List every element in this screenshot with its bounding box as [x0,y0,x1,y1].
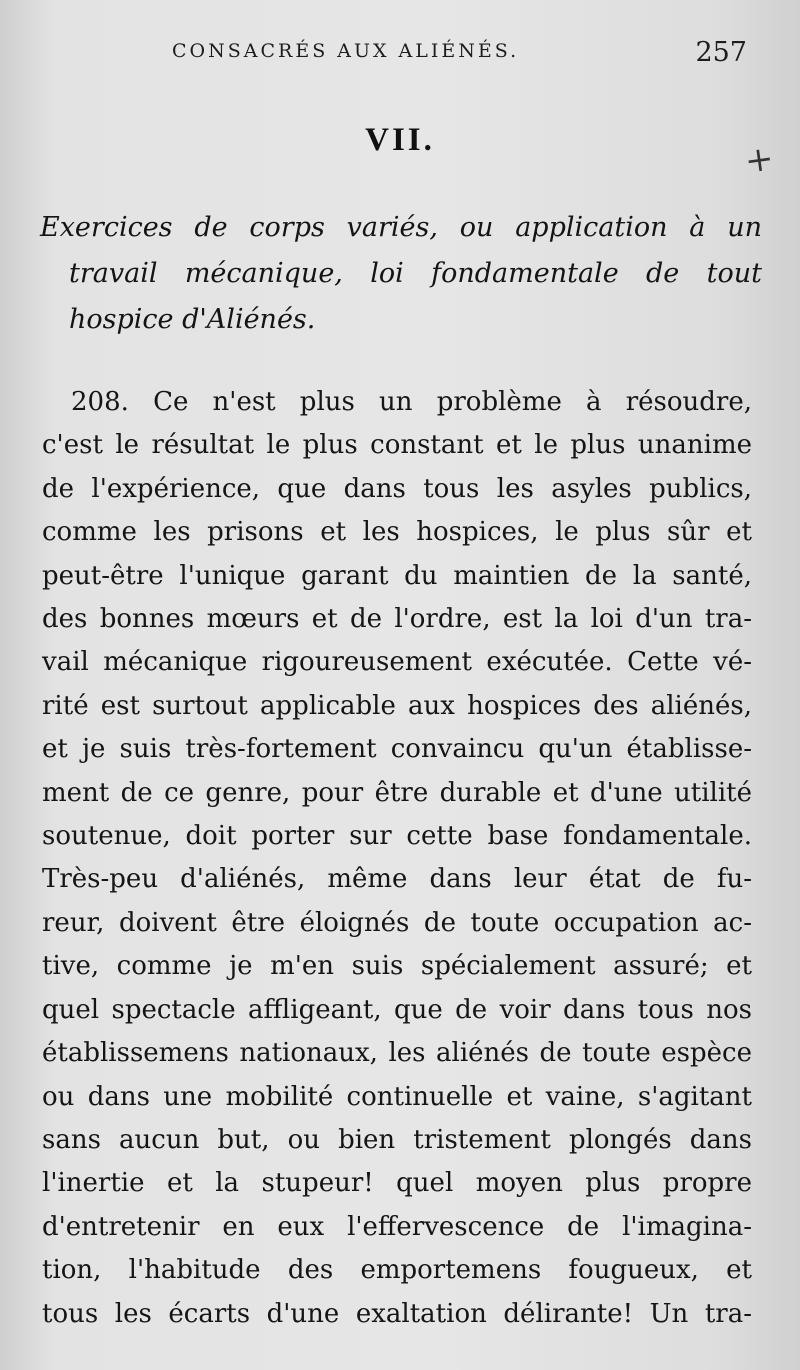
text-line: des bonnes mœurs et de l'ordre, est la loi d'un tra- [42,604,752,635]
section-number: VII. [365,122,435,158]
text-line: tous les écarts d'une exaltation délirante! Un tra- [42,1298,752,1329]
text-line: l'inertie et la stupeur! quel moyen plus propre [42,1168,752,1199]
body-paragraph [42,381,752,1336]
text-line: 208. Ce n'est plus un problème à résoudre, [71,387,752,417]
running-head: CONSACRÉS AUX ALIÉNÉS. [172,40,520,62]
text-line: de l'expérience, que dans tous les asyles publics, [42,473,752,504]
text-line: vail mécanique rigoureusement exécutée. Cette vé- [42,647,752,678]
text-line: et je suis très-fortement convaincu qu'un établisse- [42,734,752,765]
text-line: Très-peu d'aliénés, même dans leur état de fu- [42,864,752,895]
text-line: ou dans une mobilité continuelle et vaine, s'agitant [42,1081,752,1112]
text-line: soutenue, doit porter sur cette base fondamentale. [42,821,752,852]
text-line: reur, doivent être éloignés de toute occupation ac- [42,907,752,938]
handwritten-margin-mark: + [742,138,777,182]
heading-line: hospice d'Aliénés. [69,304,316,335]
text-line: c'est le résultat le plus constant et le plus unanime [42,430,752,461]
text-line: sans aucun but, ou bien tristement plongés dans [42,1124,752,1155]
text-line: rité est surtout applicable aux hospices des aliénés, [42,690,752,721]
text-line: d'entretenir en eux l'effervescence de l'imagina- [42,1211,752,1242]
text-line: établissemens nationaux, les aliénés de toute espèce [42,1038,752,1069]
heading-line: Exercices de corps variés, ou application à un [40,212,762,243]
text-line: tion, l'habitude des emportemens fougueux, et [42,1255,752,1286]
page-number: 257 [695,37,747,68]
heading-line: travail mécanique, loi fondamentale de tout [69,258,762,289]
text-line: comme les prisons et les hospices, le plus sûr et [42,517,752,548]
section-heading [40,205,762,343]
page-header [172,37,747,74]
text-line: ment de ce genre, pour être durable et d'une utilité [42,777,752,808]
text-line: peut-être l'unique garant du maintien de la santé, [42,560,752,591]
text-line: tive, comme je m'en suis spécialement assuré; et [42,951,752,982]
text-line: quel spectacle affligeant, que de voir dans tous nos [42,994,752,1025]
